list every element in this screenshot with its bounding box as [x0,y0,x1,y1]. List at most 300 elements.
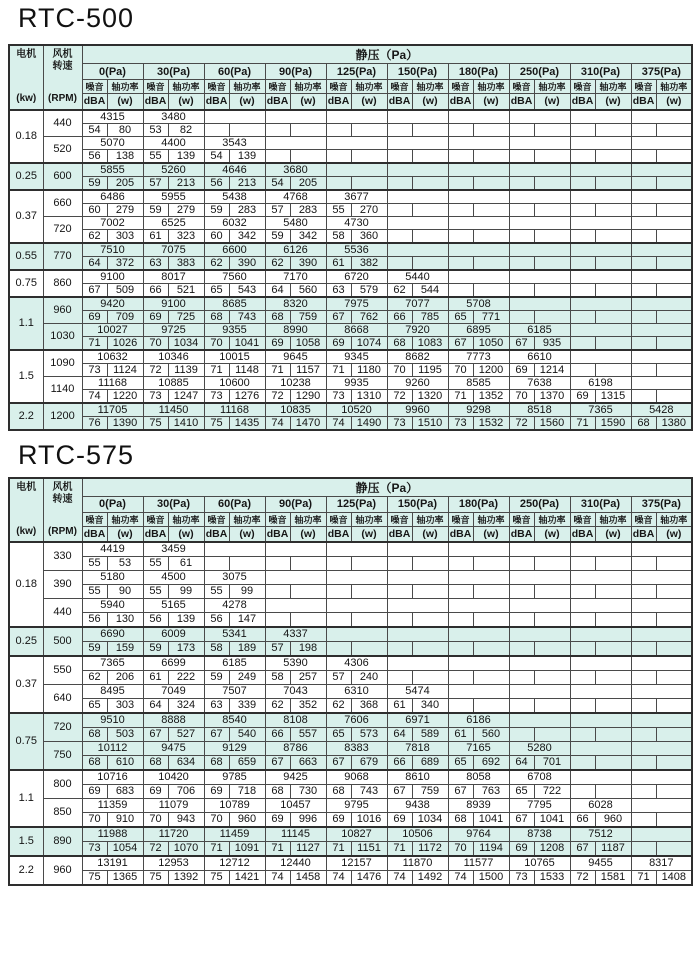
noise-value-cell [509,310,534,323]
airflow-cell: 8108 [265,713,326,728]
shaft-power-header: 轴功率 [290,80,326,94]
noise-power-row [9,310,692,323]
noise-value-cell: 70 [143,336,168,350]
power-unit-header: (w) [412,94,448,110]
noise-value-cell [204,557,229,571]
power-value-cell [473,642,509,657]
noise-value-cell: 73 [387,416,412,430]
airflow-cell: 5165 [143,599,204,613]
airflow-cell: 12440 [265,856,326,871]
power-value-cell [656,557,692,571]
noise-value-cell [448,557,473,571]
airflow-cell: 6009 [143,627,204,642]
airflow-row [9,856,692,871]
airflow-cell [570,350,631,364]
airflow-cell: 10420 [143,770,204,785]
power-value-cell [595,283,631,297]
noise-value-cell: 58 [326,229,351,243]
pressure-col-header: 180(Pa) [448,496,509,512]
airflow-row [9,713,692,728]
noise-value-cell [570,699,595,714]
noise-value-cell [509,149,534,163]
airflow-row [9,136,692,149]
power-unit-header: (w) [534,526,570,542]
power-unit-header: (w) [473,94,509,110]
power-value-cell: 730 [290,785,326,799]
noise-value-cell [326,176,351,190]
noise-value-cell: 74 [265,416,290,430]
rpm-cell: 720 [43,216,82,243]
noise-value-cell: 72 [143,842,168,857]
power-value-cell: 99 [168,585,204,599]
power-value-cell: 1050 [473,336,509,350]
noise-value-cell: 66 [143,283,168,297]
airflow-cell: 9068 [326,770,387,785]
airflow-cell: 4278 [204,599,265,613]
power-value-cell: 279 [107,203,143,216]
power-value-cell [656,363,692,376]
power-value-cell [534,256,570,270]
airflow-cell [631,350,692,364]
airflow-cell: 7638 [509,376,570,389]
airflow-cell [509,627,570,642]
power-value-cell: 709 [107,310,143,323]
airflow-cell: 8738 [509,827,570,842]
power-value-cell [656,176,692,190]
power-value-cell: 771 [473,310,509,323]
noise-value-cell: 67 [326,756,351,771]
power-unit-header: (w) [168,94,204,110]
power-value-cell: 205 [290,176,326,190]
airflow-cell: 11705 [82,403,143,417]
airflow-row [9,571,692,585]
noise-value-cell [387,613,412,628]
power-value-cell [412,123,448,136]
noise-value-cell [570,310,595,323]
airflow-cell [631,770,692,785]
pressure-col-header: 310(Pa) [570,64,631,80]
airflow-cell: 11577 [448,856,509,871]
noise-value-cell: 62 [265,699,290,714]
airflow-cell: 4768 [265,190,326,204]
noise-value-cell: 75 [82,871,107,886]
noise-value-cell: 62 [204,256,229,270]
power-value-cell [351,642,387,657]
airflow-row [9,297,692,311]
noise-value-cell: 59 [82,176,107,190]
noise-value-cell: 69 [387,813,412,828]
rpm-cell: 1200 [43,403,82,430]
power-value-cell [595,203,631,216]
power-value-cell [595,585,631,599]
noise-unit-header: dBA [509,94,534,110]
noise-value-cell: 57 [326,671,351,685]
noise-value-cell [631,642,656,657]
noise-value-cell: 70 [387,363,412,376]
power-value-cell [656,642,692,657]
power-value-cell [595,176,631,190]
noise-value-cell: 74 [326,871,351,886]
power-value-cell: 557 [290,728,326,742]
power-value-cell [412,642,448,657]
rpm-cell: 750 [43,742,82,771]
static-pressure-header: 静压（Pa） [82,45,692,64]
airflow-cell [631,376,692,389]
airflow-cell [570,297,631,311]
power-value-cell: 1220 [107,389,143,403]
noise-value-cell: 65 [82,699,107,714]
airflow-cell [509,110,570,124]
power-value-cell [534,585,570,599]
airflow-cell: 8685 [204,297,265,311]
power-value-cell: 1151 [351,842,387,857]
power-value-cell: 198 [290,642,326,657]
airflow-cell: 4419 [82,542,143,557]
noise-value-cell [509,229,534,243]
noise-value-cell: 68 [326,785,351,799]
noise-unit-header: dBA [326,526,351,542]
noise-value-cell: 76 [82,416,107,430]
power-value-cell: 722 [534,785,570,799]
noise-value-cell [387,229,412,243]
noise-value-cell: 75 [204,416,229,430]
airflow-cell: 5070 [82,136,143,149]
airflow-cell: 5480 [265,216,326,229]
airflow-cell: 8383 [326,742,387,756]
power-value-cell: 1172 [412,842,448,857]
airflow-cell [570,190,631,204]
power-unit-header: (w) [107,526,143,542]
airflow-cell: 8058 [448,770,509,785]
noise-value-cell: 63 [204,699,229,714]
airflow-cell: 9345 [326,350,387,364]
airflow-row [9,827,692,842]
noise-power-row [9,229,692,243]
fan-speed-unit-label: (RPM) [48,93,77,105]
pressure-col-header: 150(Pa) [387,64,448,80]
noise-power-row [9,283,692,297]
power-value-cell [595,671,631,685]
noise-value-cell: 66 [387,310,412,323]
airflow-cell: 6699 [143,656,204,671]
noise-header: 噪音 [509,80,534,94]
rpm-cell: 800 [43,770,82,799]
noise-value-cell: 70 [143,813,168,828]
airflow-cell: 8540 [204,713,265,728]
noise-header: 噪音 [143,512,168,526]
noise-value-cell: 64 [387,728,412,742]
power-unit-header: (w) [229,526,265,542]
power-value-cell [656,229,692,243]
noise-value-cell: 59 [143,642,168,657]
power-value-cell [656,699,692,714]
airflow-cell: 5260 [143,163,204,177]
noise-value-cell: 74 [326,416,351,430]
noise-value-cell: 65 [204,283,229,297]
noise-value-cell: 71 [204,842,229,857]
noise-header: 噪音 [387,512,412,526]
power-unit-header: (w) [229,94,265,110]
noise-value-cell [570,642,595,657]
power-value-cell [595,728,631,742]
pressure-col-header: 0(Pa) [82,496,143,512]
airflow-cell [570,136,631,149]
noise-power-row [9,123,692,136]
airflow-cell [570,627,631,642]
airflow-cell [509,136,570,149]
noise-value-cell: 68 [204,756,229,771]
power-unit-header: (w) [168,526,204,542]
noise-value-cell: 67 [509,813,534,828]
power-value-cell [412,229,448,243]
noise-value-cell [570,613,595,628]
noise-value-cell: 73 [82,842,107,857]
airflow-cell: 5280 [509,742,570,756]
rpm-cell: 770 [43,243,82,270]
power-value-cell: 1532 [473,416,509,430]
airflow-cell [631,742,692,756]
airflow-cell [326,542,387,557]
airflow-cell: 7818 [387,742,448,756]
shaft-power-header: 轴功率 [168,80,204,94]
shaft-power-header: 轴功率 [229,512,265,526]
performance-table [8,44,693,431]
power-unit-header: (w) [534,94,570,110]
power-value-cell [534,283,570,297]
noise-header: 噪音 [82,80,107,94]
airflow-cell: 4306 [326,656,387,671]
noise-value-cell: 68 [143,756,168,771]
airflow-cell: 10457 [265,799,326,813]
noise-value-cell [509,613,534,628]
airflow-cell [631,599,692,613]
shaft-power-header: 轴功率 [168,512,204,526]
noise-value-cell: 64 [509,756,534,771]
airflow-cell [387,542,448,557]
power-value-cell [290,149,326,163]
power-value-cell [656,389,692,403]
power-value-cell: 1320 [412,389,448,403]
noise-unit-header: dBA [509,526,534,542]
kw-cell: 0.75 [9,270,43,297]
airflow-cell [631,270,692,284]
noise-value-cell: 56 [204,613,229,628]
airflow-cell: 10600 [204,376,265,389]
noise-value-cell [631,613,656,628]
power-unit-header: (w) [656,526,692,542]
power-value-cell: 1187 [595,842,631,857]
power-value-cell: 1276 [229,389,265,403]
shaft-power-header: 轴功率 [351,80,387,94]
airflow-row [9,350,692,364]
power-value-cell [656,149,692,163]
power-value-cell [656,785,692,799]
noise-value-cell: 71 [448,389,473,403]
power-value-cell: 560 [473,728,509,742]
airflow-cell [326,599,387,613]
noise-power-row [9,336,692,350]
noise-value-cell: 58 [265,671,290,685]
rpm-cell: 890 [43,827,82,856]
noise-value-cell: 67 [143,728,168,742]
power-value-cell: 1352 [473,389,509,403]
airflow-cell [509,190,570,204]
airflow-cell: 6032 [204,216,265,229]
noise-unit-header: dBA [143,526,168,542]
noise-value-cell [448,229,473,243]
airflow-row [9,403,692,417]
noise-value-cell: 69 [82,785,107,799]
airflow-cell: 10506 [387,827,448,842]
noise-value-cell: 61 [448,728,473,742]
airflow-row [9,216,692,229]
pressure-col-header: 125(Pa) [326,496,387,512]
noise-header: 噪音 [265,80,290,94]
airflow-cell [448,163,509,177]
airflow-cell [631,190,692,204]
noise-value-cell: 74 [448,871,473,886]
airflow-cell [387,216,448,229]
airflow-row [9,656,692,671]
noise-value-cell: 68 [82,756,107,771]
airflow-cell [509,656,570,671]
noise-value-cell [631,785,656,799]
airflow-cell: 7773 [448,350,509,364]
power-value-cell: 130 [107,613,143,628]
pressure-col-header: 375(Pa) [631,64,692,80]
airflow-cell: 12953 [143,856,204,871]
noise-value-cell [509,283,534,297]
power-value-cell [351,613,387,628]
noise-value-cell: 75 [143,416,168,430]
power-value-cell: 1034 [412,813,448,828]
airflow-cell: 12157 [326,856,387,871]
airflow-cell: 5708 [448,297,509,311]
noise-value-cell: 63 [326,283,351,297]
power-value-cell: 206 [107,671,143,685]
noise-value-cell: 69 [326,336,351,350]
noise-value-cell: 67 [326,310,351,323]
power-value-cell: 610 [107,756,143,771]
power-value-cell [595,123,631,136]
noise-value-cell: 55 [326,203,351,216]
airflow-cell [631,110,692,124]
power-value-cell: 634 [168,756,204,771]
power-value-cell: 1180 [351,363,387,376]
pressure-col-header: 60(Pa) [204,64,265,80]
noise-value-cell [326,642,351,657]
power-value-cell: 683 [107,785,143,799]
noise-header: 噪音 [204,512,229,526]
power-value-cell: 99 [229,585,265,599]
airflow-row [9,770,692,785]
noise-power-row [9,728,692,742]
airflow-cell [631,685,692,699]
noise-value-cell [509,176,534,190]
noise-value-cell: 70 [204,813,229,828]
power-unit-header: (w) [656,94,692,110]
power-value-cell: 342 [229,229,265,243]
noise-value-cell [631,229,656,243]
noise-value-cell: 55 [204,585,229,599]
airflow-cell [631,827,692,842]
noise-value-cell: 68 [82,728,107,742]
airflow-cell [509,599,570,613]
noise-value-cell: 55 [143,149,168,163]
airflow-cell: 10027 [82,323,143,336]
pressure-col-header: 250(Pa) [509,496,570,512]
noise-header: 噪音 [204,80,229,94]
power-value-cell: 1392 [168,871,204,886]
power-value-cell: 1421 [229,871,265,886]
power-value-cell [595,149,631,163]
airflow-cell: 11079 [143,799,204,813]
rpm-cell: 1030 [43,323,82,350]
noise-value-cell [509,671,534,685]
airflow-cell: 10827 [326,827,387,842]
airflow-cell: 8939 [448,799,509,813]
power-value-cell [595,756,631,771]
noise-power-row [9,842,692,857]
power-unit-header: (w) [595,526,631,542]
power-value-cell: 1290 [290,389,326,403]
noise-value-cell: 65 [509,785,534,799]
power-value-cell [656,813,692,828]
airflow-cell [387,599,448,613]
noise-value-cell: 69 [509,363,534,376]
airflow-cell [509,297,570,311]
noise-value-cell [631,256,656,270]
noise-value-cell [631,310,656,323]
power-value-cell [534,203,570,216]
airflow-cell: 3459 [143,542,204,557]
airflow-cell [509,685,570,699]
airflow-row [9,799,692,813]
power-value-cell [595,613,631,628]
noise-value-cell: 55 [143,585,168,599]
pressure-col-header: 375(Pa) [631,496,692,512]
power-value-cell: 663 [290,756,326,771]
rpm-cell: 850 [43,799,82,828]
airflow-cell: 12712 [204,856,265,871]
airflow-row [9,376,692,389]
power-value-cell: 390 [290,256,326,270]
power-value-cell: 1365 [107,871,143,886]
airflow-cell [265,571,326,585]
power-value-cell: 222 [168,671,204,685]
noise-value-cell: 70 [82,813,107,828]
airflow-cell: 6185 [509,323,570,336]
shaft-power-header: 轴功率 [351,512,387,526]
noise-power-row [9,389,692,403]
airflow-cell [509,542,570,557]
power-value-cell: 205 [107,176,143,190]
airflow-cell: 8990 [265,323,326,336]
rpm-cell: 500 [43,627,82,656]
airflow-row [9,190,692,204]
airflow-cell [448,110,509,124]
power-value-cell: 213 [229,176,265,190]
power-value-cell: 61 [168,557,204,571]
airflow-cell [570,770,631,785]
power-value-cell [473,613,509,628]
airflow-cell [265,136,326,149]
power-value-cell: 1435 [229,416,265,430]
power-value-cell [412,585,448,599]
airflow-cell [448,599,509,613]
airflow-cell [631,713,692,728]
power-value-cell [534,699,570,714]
